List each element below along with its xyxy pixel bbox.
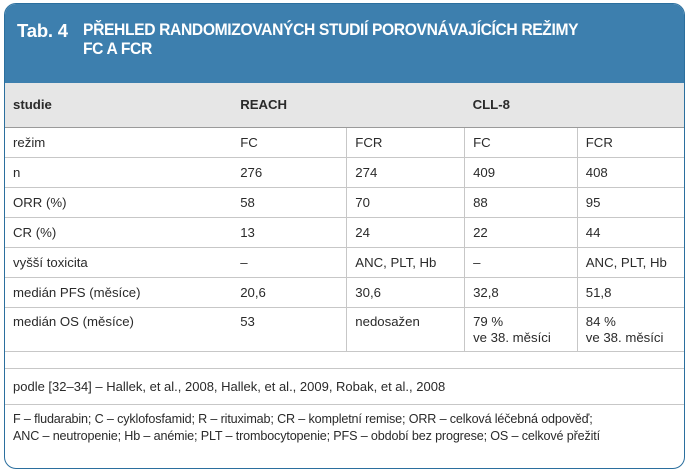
col-header-cll8: CLL-8 [465,83,684,127]
col-header-studie: studie [5,83,232,127]
row-label: vyšší toxicita [5,247,232,277]
table-row [5,127,684,157]
table-head-row [5,83,684,127]
row-label: režim [5,127,232,157]
cell: 274 [347,157,465,187]
cell-line: 84 % [585,313,616,329]
cell: FCR [577,127,684,157]
cell: 32,8 [465,277,578,307]
table-header [5,4,684,83]
abbreviations-note [5,404,684,445]
cell-line: ve 38. měsíci [585,329,664,345]
abbreviations-line-1: F – fludarabin; C – cyklofosfamid; R – rituximab; CR – kompletní remise; ORR – celková léčebná odpověď; [13,412,593,426]
cell: – [465,247,578,277]
cell: FCR [347,127,465,157]
table-number: Tab. 4 [17,20,68,41]
row-label: n [5,157,232,187]
row-label: medián PFS (měsíce) [5,277,232,307]
cell: nedosažen [347,307,465,351]
cell: ANC, PLT, Hb [577,247,684,277]
cell: 276 [232,157,347,187]
cell: 13 [232,217,347,247]
row-label: CR (%) [5,217,232,247]
table-row [5,247,684,277]
cell: 409 [465,157,578,187]
cell: 88 [465,187,578,217]
row-label: medián OS (měsíce) [5,307,232,351]
table-title [83,20,625,83]
table-frame [4,3,685,469]
cell: 24 [347,217,465,247]
cell-line: 79 % [473,313,504,329]
cell: FC [232,127,347,157]
table-row [5,157,684,187]
cell: ANC, PLT, Hb [347,247,465,277]
row-label: ORR (%) [5,187,232,217]
source-note: podle [32–34] – Hallek, et al., 2008, Hallek, et al., 2009, Robak, et al., 2008 [5,368,684,413]
cell-line: ve 38. měsíci [473,329,551,345]
col-header-reach: REACH [232,83,464,127]
cell: 44 [577,217,684,247]
abbreviations-line-2: ANC – neutropenie; Hb – anémie; PLT – trombocytopenie; PFS – období bez progrese; OS – celkové přežití [13,429,600,443]
table-row [5,307,684,351]
cell: 70 [347,187,465,217]
cell: 95 [577,187,684,217]
table-title-line-1: PŘEHLED RANDOMIZOVANÝCH STUDIÍ POROVNÁVAJÍCÍCH REŽIMY [83,20,579,39]
cell: 53 [232,307,347,351]
cell: 30,6 [347,277,465,307]
cell: 51,8 [577,277,684,307]
cell: 408 [577,157,684,187]
cell [465,307,578,351]
table-title-line-2: FC A FCR [83,39,152,58]
cell: – [232,247,347,277]
table-row [5,277,684,307]
cell: 22 [465,217,578,247]
cell: 20,6 [232,277,347,307]
table-row [5,187,684,217]
cell: 58 [232,187,347,217]
table-row [5,217,684,247]
cell [577,307,684,351]
studies-table [5,83,684,352]
cell: FC [465,127,578,157]
